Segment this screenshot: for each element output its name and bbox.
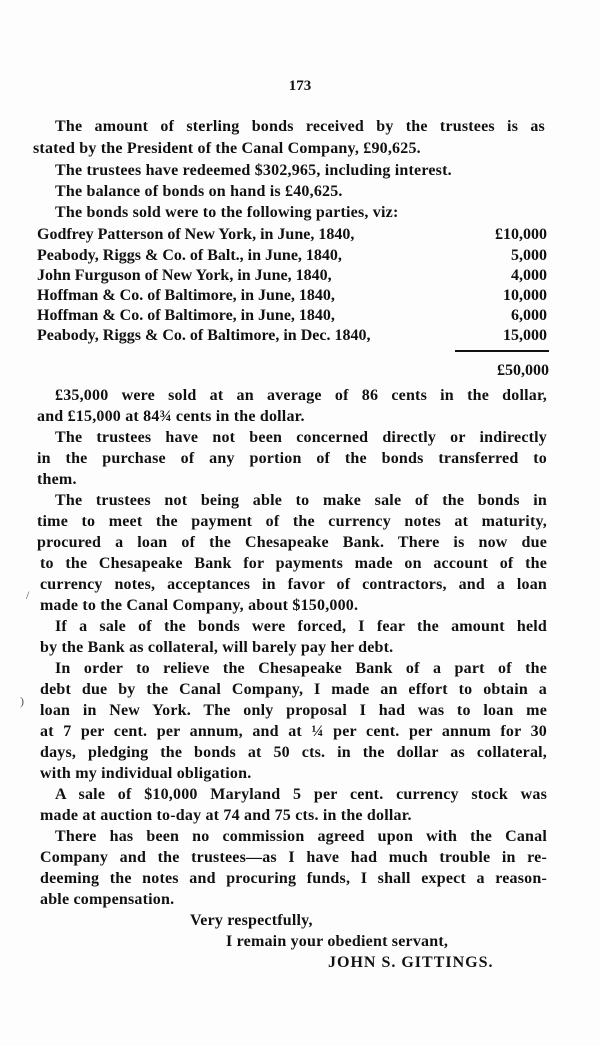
- margin-mark: ): [20, 694, 24, 708]
- closing-line: I remain your obedient servant,: [226, 933, 449, 950]
- closing: Very respectfully,: [190, 912, 313, 929]
- party-name: Hoffman & Co. of Baltimore, in June, 1840,: [37, 307, 335, 324]
- sum-rule: [455, 350, 549, 352]
- text-line: loan in New York. The only proposal I had was to loan me: [40, 702, 547, 719]
- party-name: Godfrey Patterson of New York, in June, 1840,: [37, 226, 355, 243]
- party-name: John Furguson of New York, in June, 1840,: [37, 267, 332, 284]
- amount: £10,000: [495, 226, 547, 243]
- text-line: currency notes, acceptances in favor of contractors, and a loan: [40, 576, 547, 593]
- text-line: The amount of sterling bonds received by the trustees is as: [55, 118, 545, 135]
- text-line: days, pledging the bonds at 50 cts. in the dollar as collateral,: [40, 744, 547, 761]
- text-line: The trustees have redeemed $302,965, including interest.: [55, 162, 452, 179]
- text-line: The balance of bonds on hand is £40,625.: [55, 183, 343, 200]
- text-line: to the Chesapeake Bank for payments made on account of the: [40, 555, 547, 572]
- text-line: debt due by the Canal Company, I made an effort to obtain a: [40, 681, 547, 698]
- text-line: stated by the President of the Canal Company, £90,625.: [33, 140, 421, 157]
- text-line: In order to relieve the Chesapeake Bank of a part of the: [55, 660, 547, 677]
- amount: 4,000: [511, 267, 547, 284]
- text-line: time to meet the payment of the currency notes at maturity,: [37, 513, 547, 530]
- text-line: and £15,000 at 84¾ cents in the dollar.: [37, 408, 305, 425]
- text-line: by the Bank as collateral, will barely pay her debt.: [40, 639, 394, 656]
- party-name: Peabody, Riggs & Co. of Balt., in June, 1840,: [37, 247, 342, 264]
- amount: 6,000: [511, 307, 547, 324]
- text-line: procured a loan of the Chesapeake Bank. There is now due: [37, 534, 547, 551]
- signature: JOHN S. GITTINGS.: [328, 954, 494, 971]
- text-line: able compensation.: [40, 891, 175, 908]
- text-line: If a sale of the bonds were forced, I fear the amount held: [55, 618, 547, 635]
- text-line: made to the Canal Company, about $150,000.: [40, 597, 359, 614]
- text-line: The trustees have not been concerned directly or indirectly: [55, 429, 547, 446]
- margin-mark: /: [26, 588, 30, 602]
- amount: 10,000: [503, 287, 547, 304]
- text-line: Company and the trustees—as I have had much trouble in re-: [40, 849, 547, 866]
- text-line: A sale of $10,000 Maryland 5 per cent. currency stock was: [55, 786, 547, 803]
- sales-total: £50,000: [497, 362, 549, 379]
- amount: 5,000: [511, 247, 547, 264]
- text-line: The trustees not being able to make sale of the bonds in: [55, 492, 547, 509]
- text-line: in the purchase of any portion of the bonds transferred to: [37, 450, 547, 467]
- text-line: £35,000 were sold at an average of 86 cents in the dollar,: [55, 387, 547, 404]
- text-line: made at auction to-day at 74 and 75 cts. in the dollar.: [40, 807, 412, 824]
- page-number: 173: [288, 78, 312, 94]
- text-line: deeming the notes and procuring funds, I shall expect a reason-: [40, 870, 547, 887]
- text-line: them.: [37, 471, 77, 488]
- amount: 15,000: [503, 327, 547, 344]
- text-line: There has been no commission agreed upon with the Canal: [55, 828, 547, 845]
- party-name: Hoffman & Co. of Baltimore, in June, 1840,: [37, 287, 335, 304]
- text-line: The bonds sold were to the following parties, viz:: [55, 204, 399, 221]
- party-name: Peabody, Riggs & Co. of Baltimore, in Dec. 1840,: [37, 327, 371, 344]
- text-line: at 7 per cent. per annum, and at ¼ per cent. per annum for 30: [40, 723, 547, 740]
- text-line: with my individual obligation.: [40, 765, 252, 782]
